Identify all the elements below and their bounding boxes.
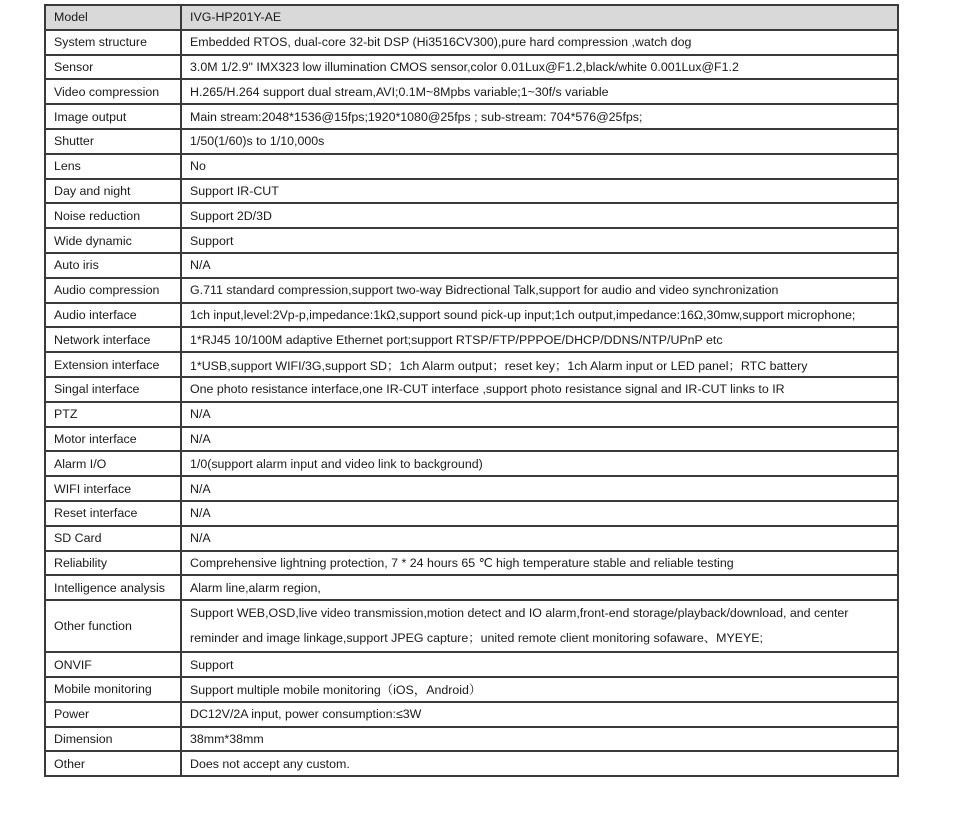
spec-value: 1ch input,level:2Vp-p,impedance:1kΩ,support sound pick-up input;1ch output,impedance:16Ω,30mw,support microphone; — [181, 303, 898, 328]
spec-value: Support multiple mobile monitoring（iOS，Android） — [181, 677, 898, 702]
spec-row-singal-interface — [45, 377, 898, 402]
spec-value: One photo resistance interface,one IR-CUT interface ,support photo resistance signal and IR-CUT links to IR — [181, 377, 898, 402]
spec-row-other-function — [45, 600, 898, 652]
spec-label: PTZ — [45, 402, 181, 427]
spec-label: Reliability — [45, 551, 181, 576]
spec-label: Extension interface — [45, 352, 181, 377]
spec-label: Wide dynamic — [45, 228, 181, 253]
spec-value: 3.0M 1/2.9" IMX323 low illumination CMOS sensor,color 0.01Lux@F1.2,black/white 0.001Lux@F1.2 — [181, 55, 898, 80]
spec-label: Lens — [45, 154, 181, 179]
spec-label: SD Card — [45, 526, 181, 551]
spec-value: Main stream:2048*1536@15fps;1920*1080@25fps ; sub-stream: 704*576@25fps; — [181, 104, 898, 129]
spec-label: Image output — [45, 104, 181, 129]
spec-value: 1*USB,support WIFI/3G,support SD；1ch Alarm output；reset key；1ch Alarm input or LED panel；RTC battery — [181, 352, 898, 377]
spec-row-reliability — [45, 551, 898, 576]
spec-value: Alarm line,alarm region, — [181, 575, 898, 600]
spec-value: 1/0(support alarm input and video link to background) — [181, 451, 898, 476]
spec-row-day-and-night — [45, 179, 898, 204]
spec-value: Support IR-CUT — [181, 179, 898, 204]
spec-value: Support — [181, 228, 898, 253]
spec-row-power — [45, 702, 898, 727]
spec-row-dimension — [45, 727, 898, 752]
spec-label: Power — [45, 702, 181, 727]
spec-row-sd-card — [45, 526, 898, 551]
spec-row-motor-interface — [45, 427, 898, 452]
spec-label: Singal interface — [45, 377, 181, 402]
spec-value: N/A — [181, 501, 898, 526]
spec-value: Comprehensive lightning protection, 7 * 24 hours 65 ℃ high temperature stable and reliable testing — [181, 551, 898, 576]
spec-value: Support 2D/3D — [181, 203, 898, 228]
spec-label: Intelligence analysis — [45, 575, 181, 600]
spec-label: Model — [45, 5, 181, 30]
spec-row-lens — [45, 154, 898, 179]
spec-label: Audio interface — [45, 303, 181, 328]
spec-value: Support WEB,OSD,live video transmission,motion detect and IO alarm,front-end storage/playback/download, and center reminder and image linkage,support JPEG capture；united remote client monitoring sofaware、MYEYE; — [181, 600, 898, 652]
spec-row-shutter — [45, 129, 898, 154]
spec-row-model — [45, 5, 898, 30]
spec-value: No — [181, 154, 898, 179]
spec-row-alarm-io — [45, 451, 898, 476]
spec-row-wide-dynamic — [45, 228, 898, 253]
spec-row-mobile-monitoring — [45, 677, 898, 702]
spec-label: Day and night — [45, 179, 181, 204]
spec-value: 1*RJ45 10/100M adaptive Ethernet port;support RTSP/FTP/PPPOE/DHCP/DDNS/NTP/UPnP etc — [181, 327, 898, 352]
spec-label: Audio compression — [45, 278, 181, 303]
spec-row-wifi-interface — [45, 476, 898, 501]
spec-table — [44, 4, 899, 777]
spec-row-image-output — [45, 104, 898, 129]
spec-value: IVG-HP201Y-AE — [181, 5, 898, 30]
spec-label: Mobile monitoring — [45, 677, 181, 702]
spec-value: G.711 standard compression,support two-way Bidrectional Talk,support for audio and video synchronization — [181, 278, 898, 303]
spec-row-system-structure — [45, 30, 898, 55]
spec-value: N/A — [181, 253, 898, 278]
spec-label: Dimension — [45, 727, 181, 752]
spec-value: Embedded RTOS, dual-core 32-bit DSP (Hi3516CV300),pure hard compression ,watch dog — [181, 30, 898, 55]
spec-value: N/A — [181, 476, 898, 501]
spec-value: H.265/H.264 support dual stream,AVI;0.1M~8Mpbs variable;1~30f/s variable — [181, 79, 898, 104]
spec-value: 38mm*38mm — [181, 727, 898, 752]
spec-value: DC12V/2A input, power consumption:≤3W — [181, 702, 898, 727]
spec-value: N/A — [181, 526, 898, 551]
spec-value: Support — [181, 652, 898, 677]
spec-row-intelligence-analysis — [45, 575, 898, 600]
spec-label: Network interface — [45, 327, 181, 352]
spec-label: Other function — [45, 600, 181, 652]
spec-label: Alarm I/O — [45, 451, 181, 476]
spec-row-noise-reduction — [45, 203, 898, 228]
spec-label: Other — [45, 751, 181, 776]
spec-label: Sensor — [45, 55, 181, 80]
spec-label: System structure — [45, 30, 181, 55]
spec-row-sensor — [45, 55, 898, 80]
spec-row-network-interface — [45, 327, 898, 352]
spec-label: Reset interface — [45, 501, 181, 526]
spec-row-reset-interface — [45, 501, 898, 526]
spec-label: Shutter — [45, 129, 181, 154]
spec-row-onvif — [45, 652, 898, 677]
spec-row-auto-iris — [45, 253, 898, 278]
spec-label: ONVIF — [45, 652, 181, 677]
spec-value: Does not accept any custom. — [181, 751, 898, 776]
spec-row-audio-compression — [45, 278, 898, 303]
spec-row-video-compression — [45, 79, 898, 104]
spec-row-audio-interface — [45, 303, 898, 328]
spec-label: Noise reduction — [45, 203, 181, 228]
spec-value: N/A — [181, 427, 898, 452]
spec-label: WIFI interface — [45, 476, 181, 501]
spec-label: Video compression — [45, 79, 181, 104]
spec-label: Auto iris — [45, 253, 181, 278]
spec-value: N/A — [181, 402, 898, 427]
spec-row-extension-interface — [45, 352, 898, 377]
spec-value: 1/50(1/60)s to 1/10,000s — [181, 129, 898, 154]
spec-label: Motor interface — [45, 427, 181, 452]
spec-row-other — [45, 751, 898, 776]
spec-row-ptz — [45, 402, 898, 427]
